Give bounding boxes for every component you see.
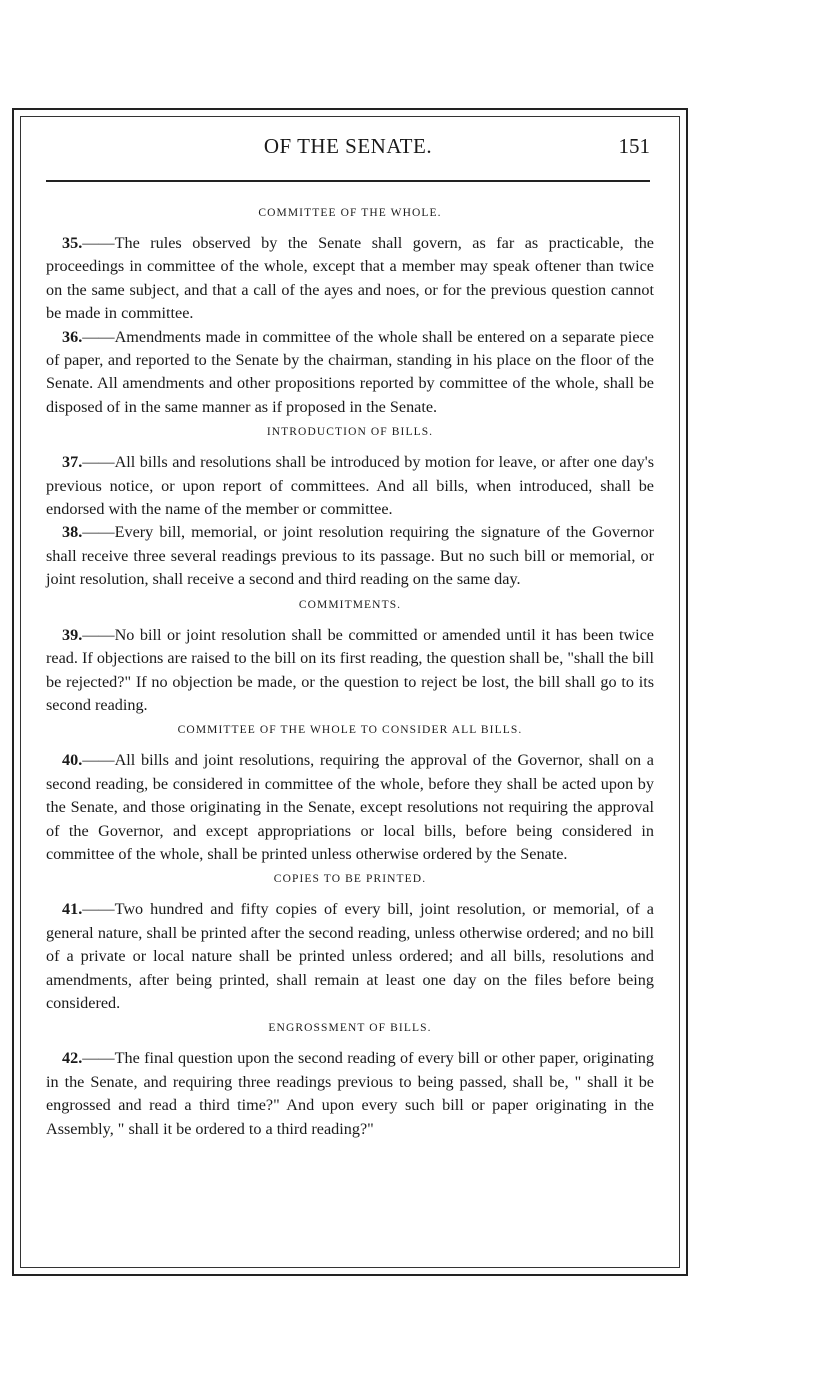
rule-text: ——No bill or joint resolution shall be committed or amended until it has been twice read. If objections are raised to the bill on its first reading, the question shall be, "shall the bill be rejected?" If no objection be made, or the question to reject be lost, the bill shall go to its second reading. — [46, 625, 654, 714]
rule-number: 38. — [62, 523, 83, 542]
rule-42 — [46, 1047, 654, 1141]
section-heading: COMMITTEE OF THE WHOLE TO CONSIDER ALL BILLS. — [177, 724, 523, 737]
rule-number: 37. — [62, 453, 83, 472]
section-committee-to-consider-all-bills — [46, 721, 654, 866]
rule-36 — [46, 326, 654, 420]
rule-39 — [46, 624, 654, 718]
rule-text: ——Two hundred and fifty copies of every bill, joint resolution, or memorial, of a general nature, shall be printed after the second reading, unless otherwise ordered; and no bill of a private or local nature shall be printed unless ordered; and all bills, resolutions and amendments, after being printed, shall remain at least one day on the files before being considered. — [46, 900, 654, 1012]
rule-41 — [46, 898, 654, 1015]
rule-number: 40. — [62, 751, 83, 770]
rule-text: ——Every bill, memorial, or joint resolution requiring the signature of the Governor shall receive three several readings previous to its passage. But no such bill or memorial, or joint resolution, shall receive a second and third reading on the same day. — [46, 523, 654, 589]
rule-text: ——All bills and resolutions shall be introduced by motion for leave, or after one day's previous notice, or upon report of committees. And all bills, when introduced, shall be endorsed with the name of the member or committee. — [46, 453, 654, 519]
rule-text: ——The final question upon the second reading of every bill or other paper, originating in the Senate, and requiring three readings previous to being passed, shall be, " shall it be engrossed and read a third time?" And upon every such bill or paper originating in the Assembly, " shall it be ordered to a third reading?" — [46, 1049, 654, 1138]
rule-number: 35. — [62, 234, 83, 252]
section-heading: COMMITTEE OF THE WHOLE. — [258, 207, 442, 219]
rules-body — [46, 200, 654, 1141]
rule-number: 42. — [62, 1049, 83, 1068]
section-heading: INTRODUCTION OF BILLS. — [266, 426, 434, 439]
section-introduction-of-bills — [46, 423, 654, 591]
running-title: OF THE SENATE. — [263, 134, 433, 158]
section-heading: COPIES TO BE PRINTED. — [273, 873, 427, 886]
rule-35 — [46, 232, 654, 326]
rule-37 — [46, 451, 654, 521]
section-copies-to-be-printed — [46, 870, 654, 1015]
page-header — [46, 134, 650, 170]
rule-text: ——The rules observed by the Senate shall govern, as far as practicable, the proceedings in committee of the whole, except that a member may speak oftener than twice on the same subject, and that a call of the ayes and noes, or for the previous question cannot be made in committee. — [46, 234, 654, 323]
rule-number: 36. — [62, 327, 83, 346]
section-engrossment-of-bills — [46, 1019, 654, 1141]
header-rule — [46, 180, 650, 182]
section-committee-of-the-whole — [46, 204, 654, 419]
section-heading: COMMITMENTS. — [298, 598, 402, 611]
page-number: 151 — [618, 134, 650, 158]
section-commitments — [46, 596, 654, 718]
rule-text: ——All bills and joint resolutions, requiring the approval of the Governor, shall on a second reading, be considered in committee of the whole, before they shall be acted upon by the Senate, and those originating in the Senate, except resolutions not requiring the approval of the Governor, and except appropriations or local bills, before being considered in committee of the whole, shall be printed unless otherwise ordered by the Senate. — [46, 751, 654, 863]
rule-38 — [46, 521, 654, 591]
rule-number: 41. — [62, 900, 83, 919]
rule-number: 39. — [62, 625, 83, 644]
rule-40 — [46, 749, 654, 866]
section-heading: ENGROSSMENT OF BILLS. — [268, 1022, 432, 1035]
rule-text: ——Amendments made in committee of the whole shall be entered on a separate piece of paper, and reported to the Senate by the chairman, standing in his place on the floor of the Senate. All amendments and other propositions reported by committee of the whole, shall be disposed of in the same manner as if proposed in the Senate. — [46, 327, 654, 416]
